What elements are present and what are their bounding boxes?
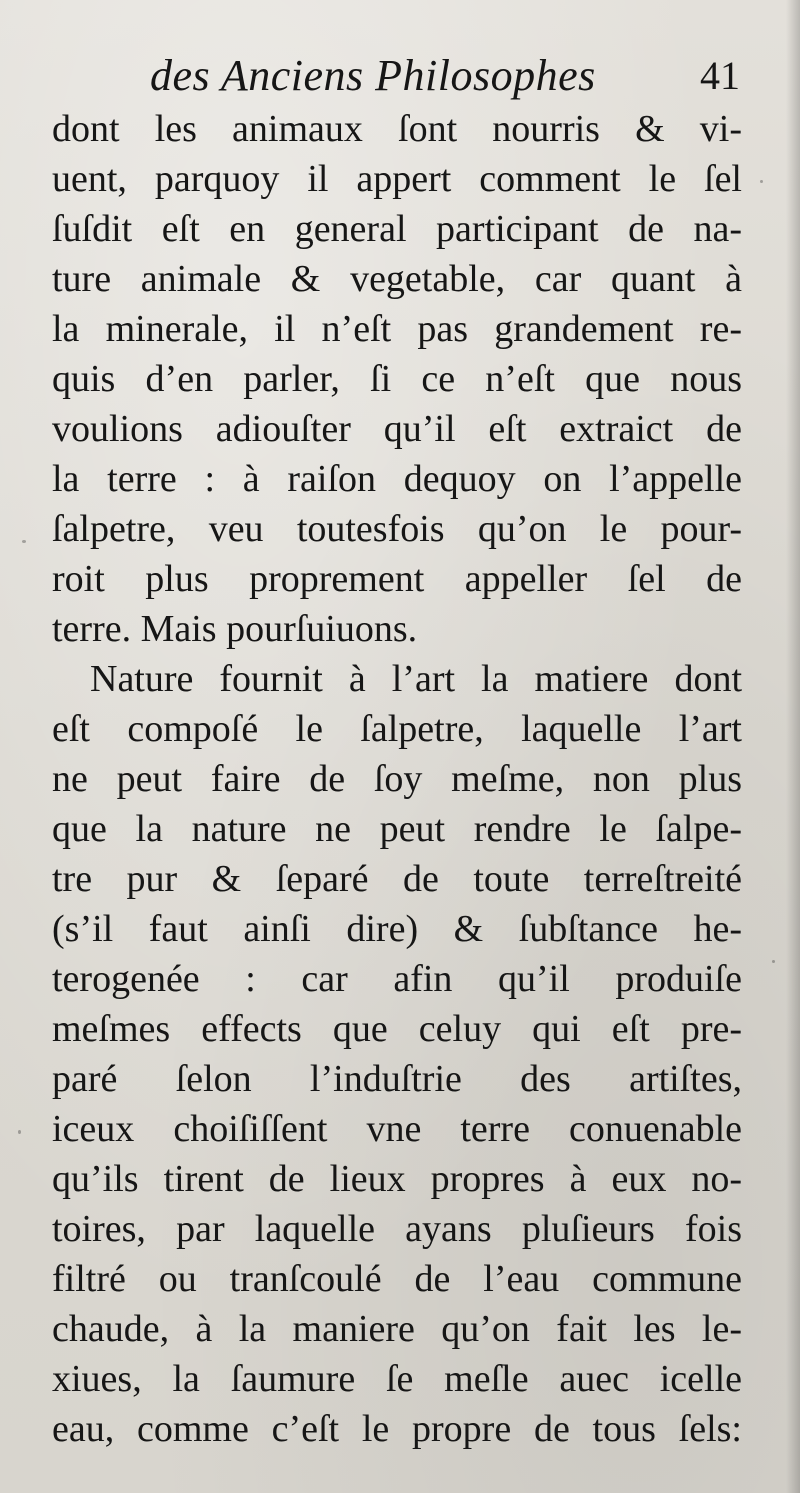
text-line: uent, parquoy il appert comment le ſel xyxy=(52,158,742,200)
text-line: eau, comme c’eſt le propre de tous ſels: xyxy=(52,1408,742,1450)
text-line: roit plus proprement appeller ſel de xyxy=(52,558,742,600)
text-line: meſmes effects que celuy qui eſt pre- xyxy=(52,1008,742,1050)
paper-speck xyxy=(772,960,775,963)
text-line: terogenée : car afin qu’il produiſe xyxy=(52,958,742,1000)
page-header xyxy=(150,46,740,106)
text-line: (s’il faut ainſi dire) & ſubſtance he- xyxy=(52,908,742,950)
running-head: des Anciens Philosophes xyxy=(150,51,596,100)
text-line: tre pur & ſeparé de toute terreſtreité xyxy=(52,858,742,900)
text-line: ne peut faire de ſoy meſme, non plus xyxy=(52,758,742,800)
text-line: filtré ou tranſcoulé de l’eau commune xyxy=(52,1258,742,1300)
text-line: que la nature ne peut rendre le ſalpe- xyxy=(52,808,742,850)
text-line: ſalpetre, veu toutesfois qu’on le pour- xyxy=(52,508,742,550)
text-line: ture animale & vegetable, car quant à xyxy=(52,258,742,300)
paper-speck xyxy=(760,180,763,183)
text-line: qu’ils tirent de lieux propres à eux no- xyxy=(52,1158,742,1200)
paper-speck xyxy=(18,1130,21,1134)
text-line: toires, par laquelle ayans pluſieurs fois xyxy=(52,1208,742,1250)
paper-speck xyxy=(22,540,26,543)
paragraph-first-line: Nature fournit à l’art la matiere dont xyxy=(90,658,742,700)
text-line: xiues, la ſaumure ſe meſle auec icelle xyxy=(52,1358,742,1400)
text-line: quis d’en parler, ſi ce n’eſt que nous xyxy=(52,358,742,400)
text-line: terre. Mais pourſuiuons. xyxy=(52,608,418,650)
text-line: paré ſelon l’induſtrie des artiſtes, xyxy=(52,1058,742,1100)
text-line: dont les animaux ſont nourris & vi- xyxy=(52,108,742,150)
text-line: la terre : à raiſon dequoy on l’appelle xyxy=(52,458,742,500)
text-line: eſt compoſé le ſalpetre, laquelle l’art xyxy=(52,708,742,750)
text-line: voulions adiouſter qu’il eſt extraict de xyxy=(52,408,742,450)
text-line: la minerale, il n’eſt pas grandement re- xyxy=(52,308,742,350)
page-number: 41 xyxy=(700,53,740,98)
text-line: chaude, à la maniere qu’on fait les le- xyxy=(52,1308,742,1350)
page-edge-shadow xyxy=(786,0,800,1493)
text-line: iceux choiſiſſent vne terre conuenable xyxy=(52,1108,742,1150)
body-text xyxy=(52,104,742,1450)
text-line: ſuſdit eſt en general participant de na- xyxy=(52,208,742,250)
